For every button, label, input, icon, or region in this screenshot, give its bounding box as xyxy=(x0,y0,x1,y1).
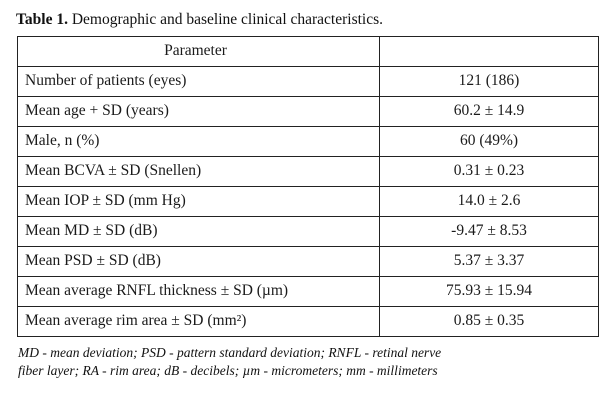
row-parameter: Number of patients (eyes) xyxy=(18,67,380,97)
table-row xyxy=(18,187,599,217)
table-row xyxy=(18,97,599,127)
table-row xyxy=(18,67,599,97)
row-value: 14.0 ± 2.6 xyxy=(380,187,599,217)
footnote-line-1: MD - mean deviation; PSD - pattern standard deviation; RNFL - retinal nerve xyxy=(18,345,442,361)
table-row xyxy=(18,307,599,337)
row-parameter: Mean IOP ± SD (mm Hg) xyxy=(18,187,380,217)
row-parameter: Male, n (%) xyxy=(18,127,380,157)
row-value: -9.47 ± 8.53 xyxy=(380,217,599,247)
caption-text: Demographic and baseline clinical characteristics. xyxy=(67,11,384,28)
row-value: 60 (49%) xyxy=(380,127,599,157)
demographics-table xyxy=(17,36,599,337)
table-header-row xyxy=(18,37,599,67)
row-parameter: Mean BCVA ± SD (Snellen) xyxy=(18,157,380,187)
row-parameter: Mean age + SD (years) xyxy=(18,97,380,127)
table-header-value xyxy=(380,37,599,67)
row-value: 75.93 ± 15.94 xyxy=(380,277,599,307)
table-row xyxy=(18,217,599,247)
row-value: 121 (186) xyxy=(380,67,599,97)
row-parameter: Mean average rim area ± SD (mm²) xyxy=(18,307,380,337)
row-value: 5.37 ± 3.37 xyxy=(380,247,599,277)
table-header-parameter: Parameter xyxy=(18,37,380,67)
row-value: 0.85 ± 0.35 xyxy=(380,307,599,337)
table-row xyxy=(18,157,599,187)
row-parameter: Mean average RNFL thickness ± SD (µm) xyxy=(18,277,380,307)
footnote-line-2: fiber layer; RA - rim area; dB - decibels; µm - micrometers; mm - millimeters xyxy=(18,362,438,378)
table-caption xyxy=(16,10,591,29)
caption-label: Table 1. xyxy=(16,11,68,28)
row-parameter: Mean PSD ± SD (dB) xyxy=(18,247,380,277)
table-row xyxy=(18,127,599,157)
table-row xyxy=(18,247,599,277)
row-parameter: Mean MD ± SD (dB) xyxy=(18,217,380,247)
row-value: 60.2 ± 14.9 xyxy=(380,97,599,127)
row-value: 0.31 ± 0.23 xyxy=(380,157,599,187)
table-row xyxy=(18,277,599,307)
table-footnote xyxy=(18,344,587,379)
